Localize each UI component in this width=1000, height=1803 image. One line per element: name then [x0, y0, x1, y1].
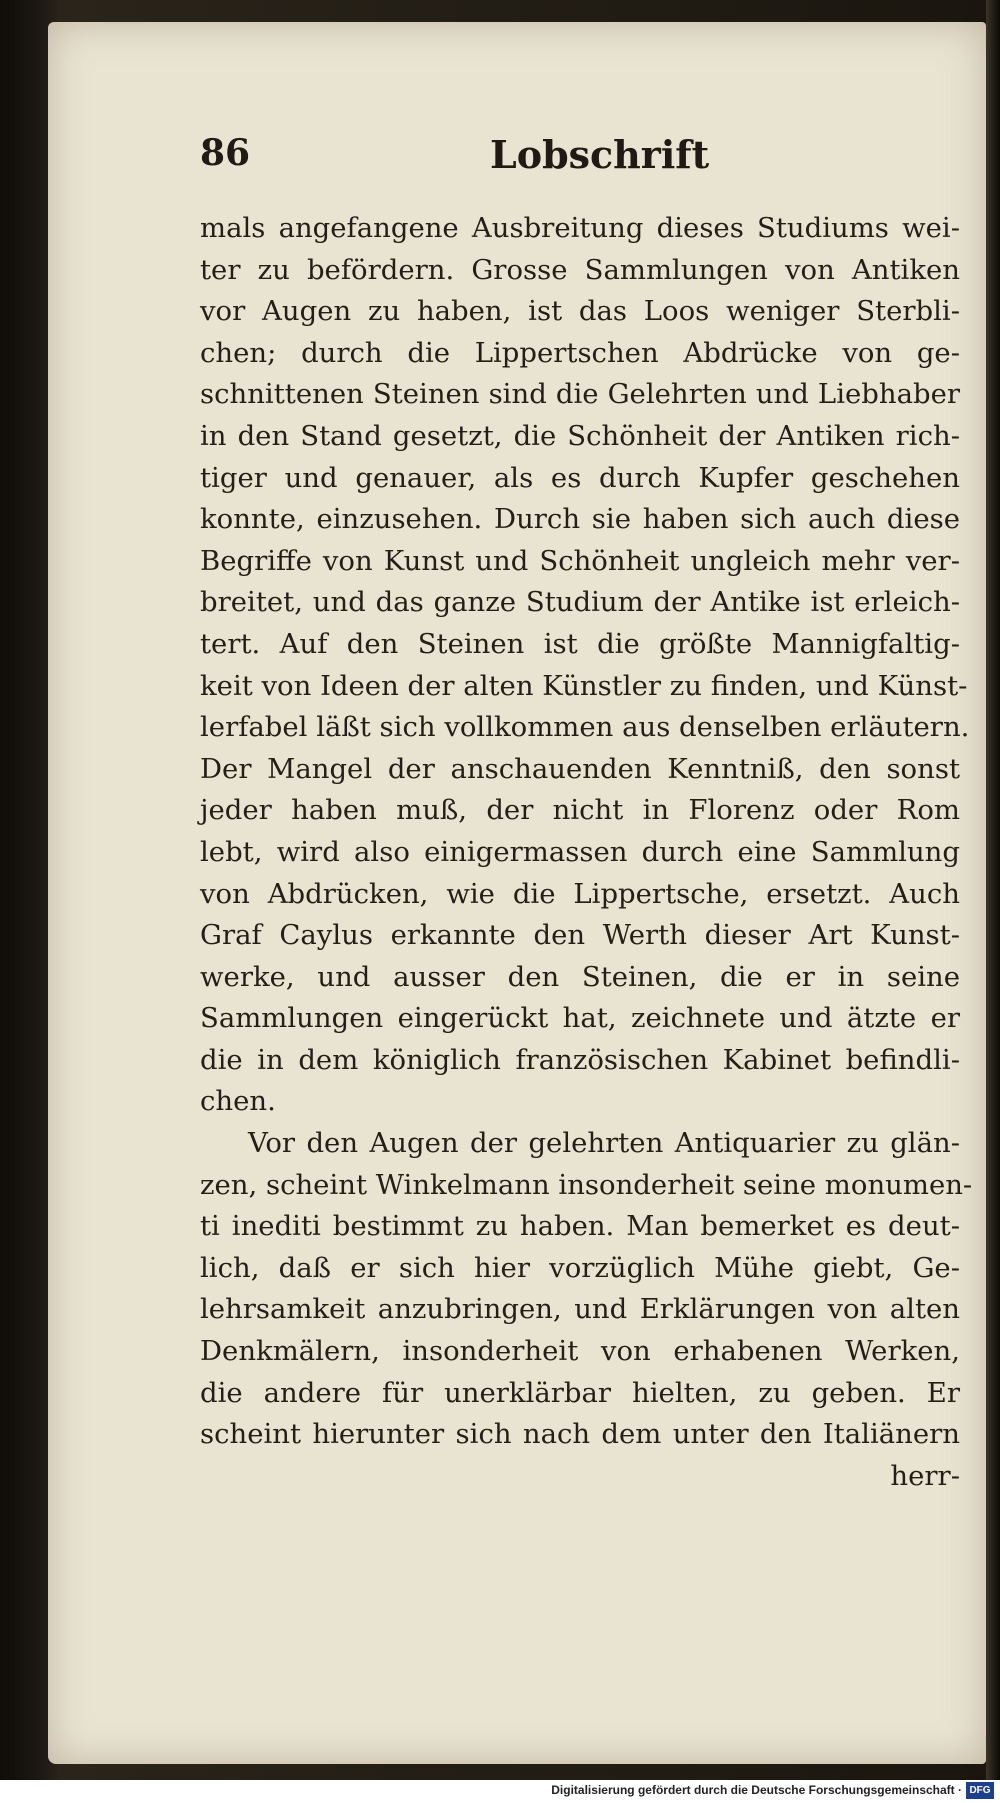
text-line: chen.: [200, 1085, 276, 1118]
text-line: Der Mangel der anschauenden Kenntniß, den sonst: [200, 752, 960, 785]
page-edge: [986, 0, 1000, 1780]
text-line: werke, und ausser den Steinen, die er in seine: [200, 960, 960, 993]
text-line: schnittenen Steinen sind die Gelehrten und Liebhaber: [200, 378, 960, 411]
dfg-logo: DFG: [966, 1782, 994, 1799]
text-line: lebt, wird also einigermassen durch eine Sammlung: [200, 835, 960, 868]
text-line: konnte, einzusehen. Durch sie haben sich auch diese: [200, 503, 960, 536]
text-line: Sammlungen eingerückt hat, zeichnete und ätzte er: [200, 1002, 960, 1035]
page-header: [200, 132, 960, 192]
text-line: vor Augen zu haben, ist das Loos weniger Sterbli-: [200, 295, 960, 328]
text-line: zen, scheint Winkelmann insonderheit seine monumen-: [200, 1168, 973, 1201]
text-line: tiger und genauer, als es durch Kupfer geschehen: [200, 461, 960, 494]
text-line: jeder haben muß, der nicht in Florenz oder Rom: [200, 794, 960, 827]
text-line: die in dem königlich französischen Kabinet befindli-: [200, 1043, 960, 1076]
text-line: scheint hierunter sich nach dem unter den Italiänern: [200, 1418, 960, 1451]
footer-bar: [0, 1780, 1000, 1803]
catchword: herr-: [890, 1459, 960, 1492]
text-line: die andere für unerklärbar hielten, zu geben. Er: [200, 1376, 960, 1409]
text-line: chen; durch die Lippertschen Abdrücke von ge-: [200, 336, 960, 369]
text-line: Graf Caylus erkannte den Werth dieser Art Kunst-: [200, 919, 960, 952]
text-line: in den Stand gesetzt, die Schönheit der Antiken rich-: [200, 419, 960, 452]
text-line: ti inediti bestimmt zu haben. Man bemerket es deut-: [200, 1210, 960, 1243]
text-line: lerfabel läßt sich vollkommen aus denselben erläutern.: [200, 711, 970, 744]
text-line: lehrsamkeit anzubringen, und Erklärungen von alten: [200, 1293, 960, 1326]
text-line: lich, daß er sich hier vorzüglich Mühe giebt, Ge-: [200, 1251, 960, 1284]
body-text: [200, 208, 973, 1497]
text-line: breitet, und das ganze Studium der Antike ist erleich-: [200, 586, 960, 619]
text-line: Denkmälern, insonderheit von erhabenen Werken,: [200, 1335, 960, 1368]
text-line: tert. Auf den Steinen ist die größte Mannigfaltig-: [200, 627, 960, 660]
text-line: mals angefangene Ausbreitung dieses Studiums wei-: [200, 212, 960, 244]
running-title: Lobschrift: [490, 132, 710, 177]
funding-credit: Digitalisierung gefördert durch die Deutsche Forschungsgemeinschaft ·: [551, 1783, 962, 1797]
page-number: 86: [200, 132, 251, 174]
text-line: ter zu befördern. Grosse Sammlungen von Antiken: [200, 253, 960, 286]
text-line: keit von Ideen der alten Künstler zu finden, und Künst-: [200, 669, 968, 702]
text-line: Begriffe von Kunst und Schönheit ungleich mehr ver-: [200, 544, 960, 577]
text-line: Vor den Augen der gelehrten Antiquarier zu glän-: [248, 1127, 960, 1160]
text-line: von Abdrücken, wie die Lippertsche, ersetzt. Auch: [200, 877, 960, 910]
